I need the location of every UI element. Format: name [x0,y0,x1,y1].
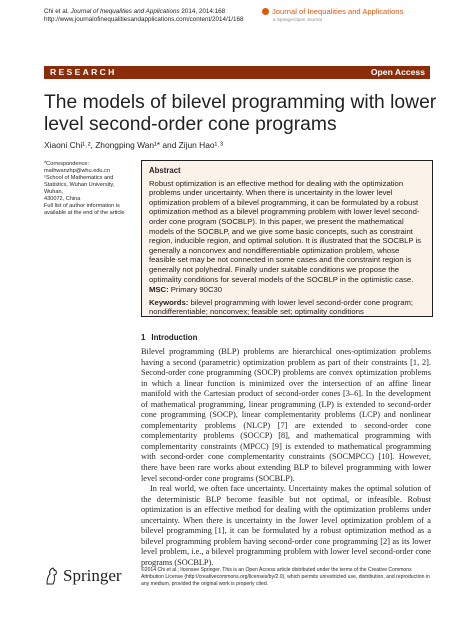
section-title: Introduction [151,333,198,342]
citation-line: Chi et al. Journal of Inequalities and Applications 2014, 2014:168 [44,8,226,15]
running-header [44,8,244,25]
correspondence-label: *Correspondence: [44,161,90,167]
section-number: 1 [141,333,146,342]
correspondence-email[interactable]: mathwanzhp@whu.edu.cn [44,168,111,174]
springer-horse-icon [44,567,59,585]
abstract-heading: Abstract [149,166,181,175]
abstract-box [141,160,433,317]
keywords-line: Keywords: bilevel programming with lower level second-order cone program; nondifferentiable; nonconvex; feasible set; optimality conditions [149,297,414,317]
journal-name: Journal of Inequalities and Applications [272,7,404,16]
author-info-note: available at the end of the article [44,210,125,216]
open-access-label: Open Access [370,67,425,77]
msc-line: MSC: Primary 90C30 [149,285,223,295]
article-type-banner [44,66,430,79]
affiliation-line: ¹School of Mathematics and [44,175,114,181]
springer-wordmark: Springer [63,566,122,585]
correspondence-info [44,161,134,217]
license-notice: ©2014 Chi et al.; licensee Springer. This is an Open Access article distributed under the terms of the Creative Commons Attribution License (http://creativecommons.org/licenses/by/2.0), which permits unrestricted use, distribution, and reproduction in any medium, provided the original work is properly cited. [141,567,430,587]
section-heading [141,333,197,342]
journal-italic: Journal of Inequalities and Applications [70,8,180,15]
abstract-text: Robust optimization is an effective method for dealing with the optimization problems under uncertainty. When there is uncertainty in the lower level optimization problem of a bilevel programming, it can be formulated by a robust optimization method as a bilevel programming problem with lower level second-order cone program (SOCBLP). In this paper, we present the mathematical models of the SOCBLP, and we give some basic concepts, such as constraint region, inducible region, and optimal solution. It is illustrated that the SOCBLP is generally a nonconvex and nondifferentiable optimization problem, whose feasible set may be not connected in some cases and the constraint region is generally not polyhedral. Finally under suitable conditions we propose the optimality conditions for several models of the SOCBLP in the optimistic case. [149,178,422,284]
body-text [141,347,431,568]
author-list: Xiaoni Chi¹˒², Zhongping Wan¹* and Zijun Hao¹˒³ [44,140,223,150]
paragraph: In real world, we often face uncertainty. Uncertainty makes the optimal solution of the deterministic BLP become feasible but not optimal, or infeasible. Robust optimization is an effective method for dealing with the optimization problems under uncertainty. When there is uncertainty in the lower level optimization problem of a bilevel programming [1], it can be formulated by a robust optimization method as a bilevel programming problem having second-order cone programming [2] as its lower level problem, i.e., a bilevel programming problem with lower level second-order cone programs (SOCBLP). [141,484,431,567]
springeropen-logo-icon [262,8,269,15]
article-title: The models of bilevel programming with lower level second-order cone programs [44,92,437,135]
affiliation-line: 430072, China [44,196,81,202]
journal-logo [262,7,430,22]
article-url[interactable]: http://www.journalofinequalitiesandapplications.com/content/2014/1/168 [44,16,244,24]
publisher-tag: a SpringerOpen Journal [273,17,322,22]
paragraph: Bilevel programming (BLP) problems are hierarchical ones-optimization problems having a second (parametric) optimization problem as part of their constraints [1, 2]. Second-order cone programming (SOCP) problems are convex optimization problems in which a linear function is minimized over the intersection of an affine linear manifold with the Cartesian product of second-order cones [3–6]. In the development of mathematical programming, linear programming (LP) is extended to second-order cone programming (SOCP), linear complementarity problems (LCP) and nonlinear complementarity problems (NLCP) [7] are extended to second-order cone complementarity problems (SOCCP) [8], and mathematical programming with complementarity constraints (MPCC) [9] is extended to mathematical programming with second-order cone complementarity constraints (SOCMPCC) [10]. However, there have been rare works about extending BLP to bilevel programming with lower level second-order cone programs (SOCBLP). [141,347,431,483]
article-type: RESEARCH [50,67,117,77]
springer-logo [44,566,122,586]
author-info-note: Full list of author information is [44,203,120,209]
affiliation-line: Statistics, Wuhan University, Wuhan, [44,182,115,195]
